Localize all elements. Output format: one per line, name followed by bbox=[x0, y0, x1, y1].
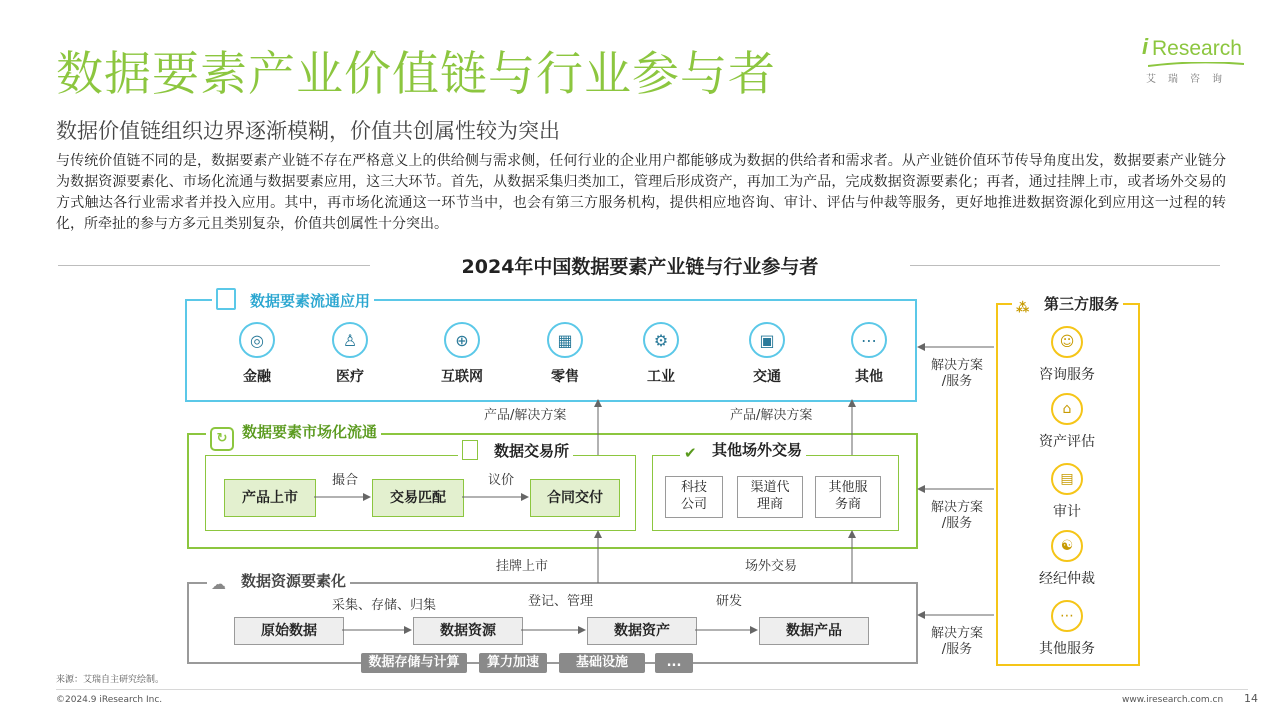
cloud-icon: ☁ bbox=[211, 575, 226, 593]
up-label-otc: 产品/解决方案 bbox=[730, 408, 813, 423]
intro-paragraph: 与传统价值链不同的是，数据要素产业链不存在严格意义上的供给侧与需求侧，任何行业的企业用户都能够成为数据的供给者和需求者。从产业链价值环节传导角度出发，数据要素产业链分为数据资源要素化、市场化流通与数据要素应用，这三大环节。首先，从数据采集归类加工，管理后形成资产，再加工为产品，完成数据资源要素化；再者，通过挂牌上市，或者场外交易的方式触达各行业需求者并投入应用。其中，再市场化流通这一环节当中，也会有第三方服务机构，提供相应地咨询、审计、评估与仲裁等服务，更好地推进数据资源化到应用这一过程的转化，所牵扯的参与方多元且类别复杂，价值共创属性十分突出。 bbox=[56, 153, 1226, 232]
link-label-application: 解决方案 /服务 bbox=[930, 358, 983, 389]
step-data-asset: 数据资产 bbox=[587, 617, 697, 645]
other-service-icon: ⋯ bbox=[1051, 600, 1083, 632]
service-label: 审计 bbox=[1053, 504, 1081, 520]
page-title: 数据要素产业价值链与行业参与者 bbox=[56, 47, 776, 102]
industry-label: 其他 bbox=[855, 369, 883, 385]
arrow-label-register: 登记、管理 bbox=[528, 594, 594, 609]
arbitration-icon: ☯ bbox=[1051, 530, 1083, 562]
handshake-icon: ✔ bbox=[684, 444, 697, 462]
logo-cn: 艾瑞咨询 bbox=[1146, 74, 1234, 85]
service-label: 资产评估 bbox=[1039, 434, 1095, 450]
infra-acceleration: 算力加速 bbox=[479, 653, 547, 673]
audit-icon: ▤ bbox=[1051, 463, 1083, 495]
refresh-icon: ↻ bbox=[210, 427, 234, 451]
step-trade-matching: 交易匹配 bbox=[372, 479, 464, 517]
arrow-label-collect: 采集、存储、归集 bbox=[332, 598, 437, 613]
infra-foundation: 基础设施 bbox=[559, 653, 645, 673]
internet-icon: ⊕ bbox=[444, 322, 480, 358]
step-contract-delivery: 合同交付 bbox=[530, 479, 620, 517]
medical-icon: ♙ bbox=[332, 322, 368, 358]
finance-icon: ◎ bbox=[239, 322, 275, 358]
source-note: 来源：艾瑞自主研究绘制。 bbox=[56, 675, 165, 685]
footer-url: www.iresearch.com.cn bbox=[1122, 695, 1224, 705]
diagram-title: 2024年中国数据要素产业链与行业参与者 bbox=[461, 256, 819, 278]
party-channel-agent: 渠道代 理商 bbox=[737, 476, 803, 518]
industry-label: 互联网 bbox=[441, 369, 483, 385]
service-label: 咨询服务 bbox=[1039, 367, 1095, 383]
people-network-icon: ⁂ bbox=[1016, 301, 1030, 316]
footer-rule bbox=[56, 689, 1248, 690]
industry-label: 金融 bbox=[243, 369, 271, 385]
copyright: ©2024.9 iResearch Inc. bbox=[56, 695, 163, 705]
infra-more: ... bbox=[655, 653, 693, 673]
up-label-exchange: 产品/解决方案 bbox=[484, 408, 567, 423]
step-data-resource: 数据资源 bbox=[413, 617, 523, 645]
third-party-label-text: 第三方服务 bbox=[1044, 295, 1120, 313]
industry-label: 零售 bbox=[551, 369, 579, 385]
circulation-label-text: 数据要素市场化流通 bbox=[242, 423, 378, 441]
page-subtitle: 数据价值链组织边界逐渐模糊，价值共创属性较为突出 bbox=[56, 119, 560, 143]
step-product-listing: 产品上市 bbox=[224, 479, 316, 517]
industry-icon: ⚙ bbox=[643, 322, 679, 358]
otc-label-text: 其他场外交易 bbox=[712, 441, 803, 459]
link-label-circulation: 解决方案 /服务 bbox=[930, 500, 983, 531]
transport-icon: ▣ bbox=[749, 322, 785, 358]
up-label-listing: 挂牌上市 bbox=[496, 559, 549, 574]
exchange-label-text: 数据交易所 bbox=[494, 442, 570, 460]
arrow-label-negotiate: 议价 bbox=[488, 473, 515, 488]
consult-icon: ☺ bbox=[1051, 326, 1083, 358]
service-label: 经纪仲裁 bbox=[1039, 571, 1095, 587]
logo-word: Research bbox=[1152, 37, 1242, 60]
other-icon: ⋯ bbox=[851, 322, 887, 358]
assess-icon: ⌂ bbox=[1051, 393, 1083, 425]
retail-icon: ▦ bbox=[547, 322, 583, 358]
up-label-offsite: 场外交易 bbox=[745, 559, 798, 574]
page-number: 14 bbox=[1244, 692, 1258, 705]
party-tech-company: 科技 公司 bbox=[665, 476, 723, 518]
arrow-label-matching: 撮合 bbox=[332, 473, 359, 488]
logo-i: i bbox=[1142, 34, 1149, 59]
party-other-service: 其他服 务商 bbox=[815, 476, 881, 518]
application-label-text: 数据要素流通应用 bbox=[250, 292, 371, 310]
industry-label: 工业 bbox=[647, 369, 675, 385]
industry-label: 交通 bbox=[753, 369, 781, 385]
step-data-product: 数据产品 bbox=[759, 617, 869, 645]
arrow-label-develop: 研发 bbox=[716, 594, 743, 609]
step-raw-data: 原始数据 bbox=[234, 617, 344, 645]
link-label-resource: 解决方案 /服务 bbox=[930, 626, 983, 657]
infra-storage-compute: 数据存储与计算 bbox=[361, 653, 467, 673]
resource-label-text: 数据资源要素化 bbox=[241, 572, 347, 590]
service-label: 其他服务 bbox=[1039, 641, 1095, 657]
industry-label: 医疗 bbox=[336, 369, 364, 385]
